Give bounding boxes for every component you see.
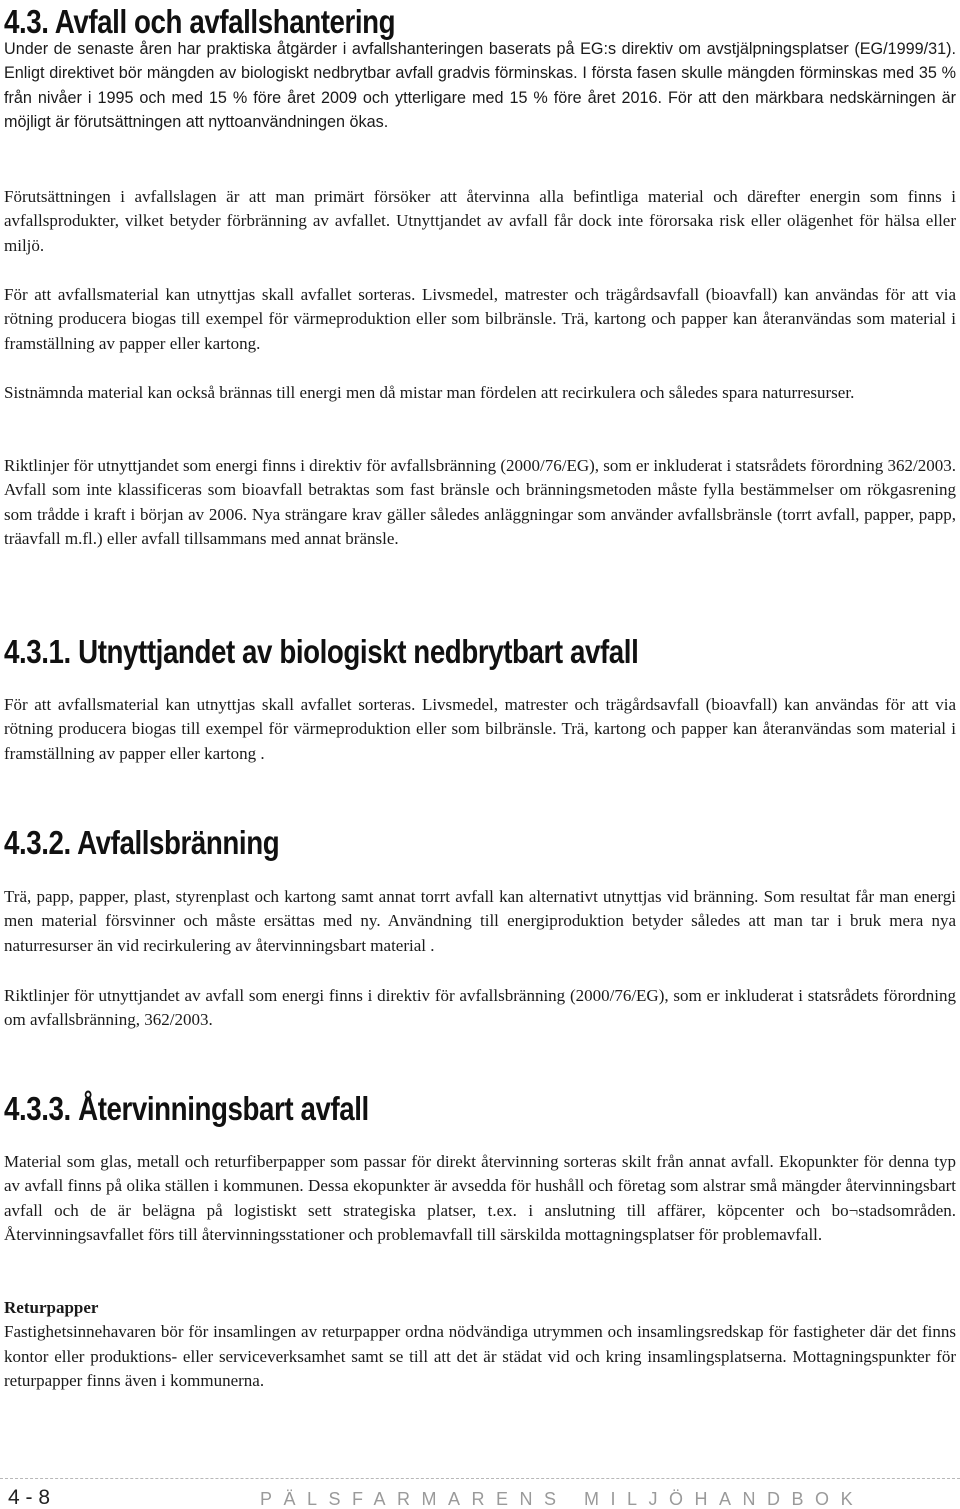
body-paragraph: För att avfallsmaterial kan utnyttjas skall avfallet sorteras. Livsmedel, matrester och trägårdsavfall (bioavfall) kan användas för att via rötning producera biogas till exempel för värmeproduktion eller som bilbränsle. Trä, kartong och papper kan återanvändas som material i framställning av papper eller kartong. <box>4 285 956 353</box>
body-paragraph: För att avfallsmaterial kan utnyttjas skall avfallet sorteras. Livsmedel, matrester och trägårdsavfall (bioavfall) kan användas för att via rötning producera biogas till exempel för värmeproduktion eller som bilbränsle. Trä, kartong och papper kan återanvändas som material i framställning av papper eller kartong . <box>4 695 956 763</box>
footer-divider <box>0 1478 960 1479</box>
body-paragraph: Riktlinjer för utnyttjandet som energi finns i direktiv för avfallsbränning (2000/76/EG), som er inkluderat i statsrådets förordning 362/2003. Avfall som inte klassificeras som bioavfall betraktas som fast bränsle och bränningsmetoden måste fylla bestämmelser om rökgasrening som trådde i kraft i början av 2006. Nya strängare krav gäller således anläggningar som använder avfallsbränsle (torrt avfall, papper, papp, träavfall m.fl.) eller avfall tillsammans med annat bränsle. <box>4 456 956 549</box>
returpapper-block <box>4 1296 956 1394</box>
body-paragraph: Förutsättningen i avfallslagen är att man primärt försöker att återvinna alla befintliga material och därefter energin som finns i avfallsprodukter, vilket betyder förbränning av avfallet. Utnyttjandet av avfall får dock inte förorsaka risk eller olägenhet för hälsa eller miljö. <box>4 187 956 255</box>
section-title: 4.3. Avfall och avfallshantering <box>4 3 396 40</box>
body-paragraph: Material som glas, metall och returfiberpapper som passar för direkt återvinning sorteras skilt från annat avfall. Ekopunkter för denna typ av avfall finns på olika ställen i kommunen. Dessa ekopunkter är avsedda för hushåll och företag som alstrar små mängder återvinningsbart avfall och de är belägna på logistiskt sett strategiska platser, t.ex. i anslutning till affärer, köpcenter och bo¬stadsområden. Återvinningsavfallet förs till återvinningsstationer och problemavfall till särskilda mottagningsplatser för problemavfall. <box>4 1152 956 1245</box>
body-paragraph: Trä, papp, papper, plast, styrenplast och kartong samt annat torrt avfall kan alternativt utnyttjas vid bränning. Som resultat får man energi men material försvinner och måste ersättas med ny. Användning till energiproduktion betyder således att man tar i bruk mera nya naturresurser än vid recirkulering av återvinningsbart material . <box>4 887 956 955</box>
intro-paragraph: Under de senaste åren har praktiska åtgärder i avfallshanteringen baserats på EG:s direktiv om avstjälpningsplatser (EG/1999/31). Enligt direktivet bör mängden av biologiskt nedbrytbar avfall gradvis förminskas. I första fasen skulle mängden förminskas med 35 % från nivåer i 1995 och med 15 % före året 2009 och ytterligare med 15 % före året 2016. För att den märkbara nedskärningen är möjligt är förutsättningen att nyttoanvändningen ökas. <box>4 40 956 132</box>
subsection-title-4-3-3: 4.3.3. Återvinningsbart avfall <box>4 1090 369 1127</box>
subsection-title-4-3-1: 4.3.1. Utnyttjandet av biologiskt nedbrytbart avfall <box>4 633 639 670</box>
body-paragraph: Riktlinjer för utnyttjandet av avfall som energi finns i direktiv för avfallsbränning (2000/76/EG), som er inkluderat i statsrådets förordning om avfallsbränning, 362/2003. <box>4 986 956 1030</box>
book-title: PÄLSFARMARENS MILJÖHANDBOK <box>260 1489 865 1509</box>
page-number: 4 - 8 <box>8 1486 51 1509</box>
returpapper-heading: Returpapper <box>4 1298 99 1317</box>
body-paragraph: Sistnämnda material kan också brännas till energi men då mistar man fördelen att recirkulera och således spara naturresurser. <box>4 383 855 402</box>
subsection-title-4-3-2: 4.3.2. Avfallsbränning <box>4 824 280 861</box>
returpapper-text: Fastighetsinnehavaren bör för insamlingen av returpapper ordna nödvändiga utrymmen och insamlingsredskap för fastigheter där det finns kontor eller produktions- eller serviceverksamhet samt se till att det är städat vid och kring insamlingsplatserna. Mottagningspunkter för returpapper finns även i kommunerna. <box>4 1322 956 1391</box>
